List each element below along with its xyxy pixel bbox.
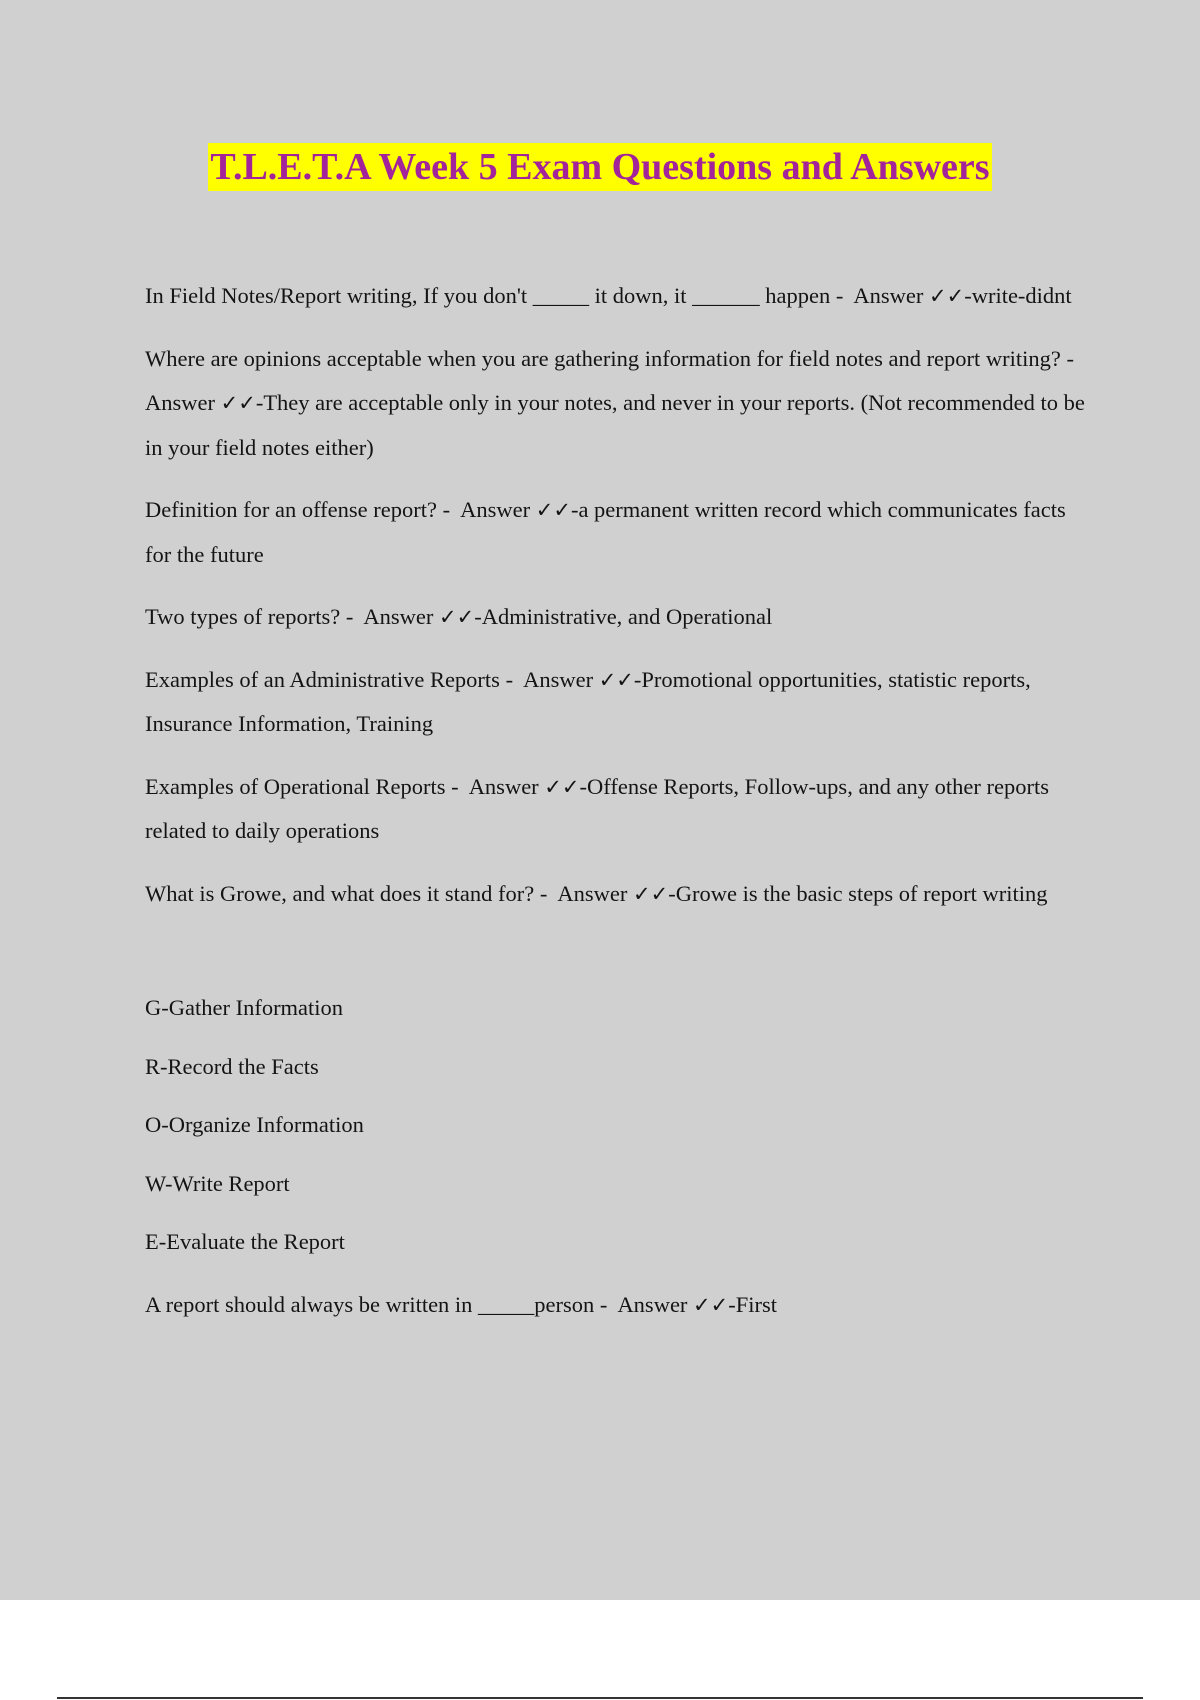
qa-item: Examples of an Administrative Reports - Answer ✓✓-Promotional opportunities, statistic reports, Insurance Information, Training bbox=[145, 666, 1031, 736]
answer-label: Answer bbox=[468, 773, 539, 799]
qa-answer: Promotional opportunities, statistic reports, Insurance Information, Training bbox=[145, 666, 1031, 736]
answer-label: Answer bbox=[523, 666, 594, 692]
answer-label: Answer bbox=[853, 283, 924, 308]
qa-answer: write-didnt bbox=[971, 283, 1072, 308]
title-container bbox=[0, 143, 1200, 191]
qa-question: Where are opinions acceptable when you are gathering information for field notes and report writing? bbox=[145, 345, 1061, 371]
double-check-icon: ✓✓ bbox=[633, 881, 669, 906]
double-check-icon: ✓✓ bbox=[220, 391, 256, 415]
document-body bbox=[145, 274, 1095, 1345]
answer-label: Answer bbox=[460, 497, 531, 522]
answer-label: Answer bbox=[145, 390, 215, 415]
answer-label: Answer bbox=[617, 1291, 688, 1317]
qa-item: Where are opinions acceptable when you are gathering information for field notes and report writing? - Answer ✓✓-They are acceptable only in your notes, and never in your reports. (Not recommended to be in your field notes either) bbox=[145, 345, 1085, 460]
qa-item: In Field Notes/Report writing, If you don't _____ it down, it ______ happen - Answer ✓✓-write-didnt bbox=[145, 283, 1072, 308]
growe-item: R-Record the Facts bbox=[145, 1053, 319, 1079]
qa-question: Two types of reports? bbox=[145, 604, 341, 629]
qa-question: Definition for an offense report? bbox=[145, 497, 437, 522]
qa-answer: Offense Reports, Follow-ups, and any other reports related to daily operations bbox=[145, 773, 1049, 843]
qa-answer: Growe is the basic steps of report writing bbox=[675, 880, 1048, 906]
qa-item: A report should always be written in _____person - Answer ✓✓-First bbox=[145, 1291, 778, 1317]
growe-item: W-Write Report bbox=[145, 1170, 290, 1196]
qa-item: Two types of reports? - Answer ✓✓-Administrative, and Operational bbox=[145, 604, 773, 629]
qa-item: Examples of Operational Reports - Answer ✓✓-Offense Reports, Follow-ups, and any other reports related to daily operations bbox=[145, 773, 1049, 843]
double-check-icon: ✓✓ bbox=[544, 774, 580, 799]
double-check-icon: ✓✓ bbox=[598, 667, 634, 692]
answer-label: Answer bbox=[557, 880, 628, 906]
growe-list bbox=[145, 986, 1095, 1265]
double-check-icon: ✓✓ bbox=[535, 498, 571, 522]
qa-answer: Administrative, and Operational bbox=[481, 604, 773, 629]
qa-answer: First bbox=[735, 1291, 778, 1317]
qa-question: A report should always be written in _____person bbox=[145, 1291, 595, 1317]
double-check-icon: ✓✓ bbox=[439, 605, 475, 629]
qa-question: What is Growe, and what does it stand for? bbox=[145, 880, 535, 906]
qa-answer: They are acceptable only in your notes, and never in your reports. (Not recommended to be in your field notes either) bbox=[145, 390, 1085, 460]
growe-item: E-Evaluate the Report bbox=[145, 1229, 345, 1254]
qa-question: Examples of an Administrative Reports bbox=[145, 666, 500, 692]
qa-answer: a permanent written record which communicates facts for the future bbox=[145, 497, 1066, 567]
answer-label: Answer bbox=[363, 604, 434, 629]
qa-item: What is Growe, and what does it stand for? - Answer ✓✓-Growe is the basic steps of report writing bbox=[145, 880, 1048, 906]
growe-item: G-Gather Information bbox=[145, 995, 344, 1020]
qa-item: Definition for an offense report? - Answer ✓✓-a permanent written record which communicates facts for the future bbox=[145, 497, 1066, 567]
qa-question: In Field Notes/Report writing, If you don't _____ it down, it ______ happen bbox=[145, 283, 831, 308]
growe-item: O-Organize Information bbox=[145, 1112, 364, 1137]
double-check-icon: ✓✓ bbox=[693, 1292, 729, 1317]
footer-divider bbox=[57, 1697, 1143, 1699]
double-check-icon: ✓✓ bbox=[929, 284, 965, 308]
document-title: T.L.E.T.A Week 5 Exam Questions and Answers bbox=[208, 143, 991, 191]
qa-question: Examples of Operational Reports bbox=[145, 773, 446, 799]
